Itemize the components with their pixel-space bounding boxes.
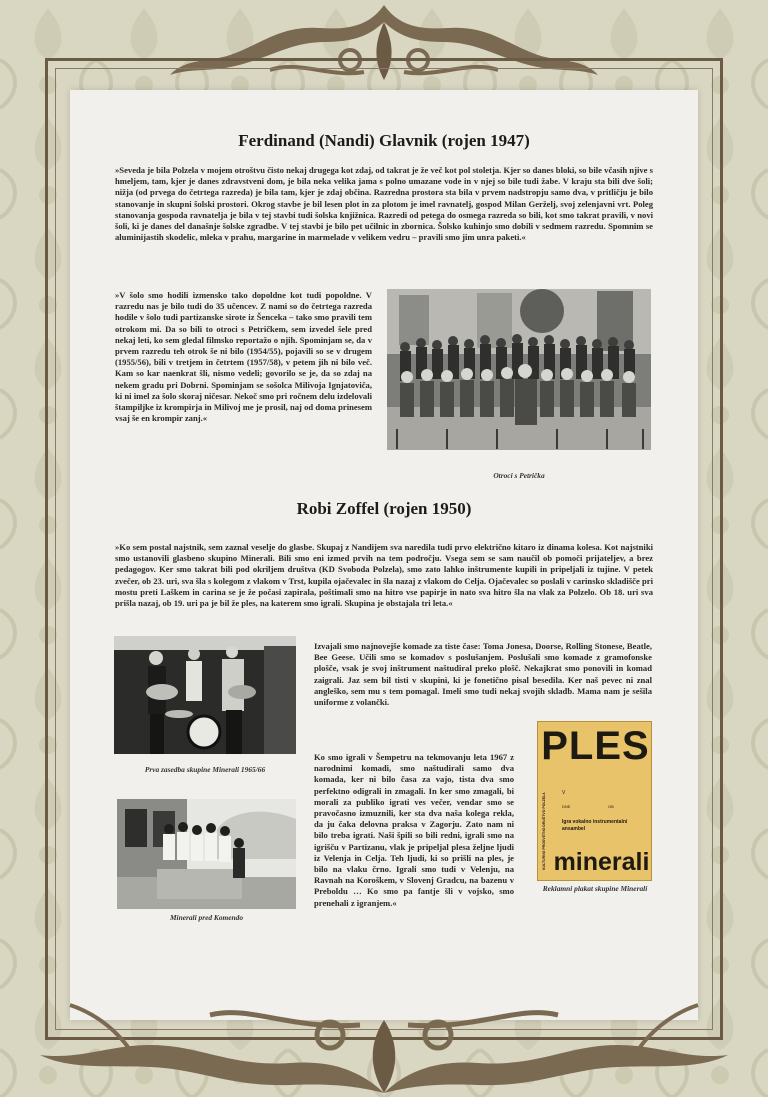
band-at-komenda-photo [117, 799, 296, 909]
poster-line-v: V [562, 790, 566, 796]
poster-headline: PLES [541, 724, 650, 768]
section2-title: Robi Zoffel (rojen 1950) [296, 499, 472, 518]
poster-band-name: minerali [553, 848, 650, 876]
komenda-photo-caption: Minerali pred Komendo [169, 913, 244, 922]
poster-side-text: KULTURNO PROSVETNO DRUŠTVO POLZELA [542, 792, 546, 870]
minerali-poster [537, 721, 652, 881]
children-photo-caption: Otroci s Petrička [493, 471, 545, 480]
band-first-lineup-photo [114, 636, 296, 754]
poster-line-ob: OB [608, 804, 614, 809]
poster-line-dne: DNE [562, 804, 571, 809]
section1-paragraph-1: »Seveda je bila Polzela v mojem otroštvu čisto nekaj drugega kot zdaj, od takrat je že več kot pol stoletja. Kjer so danes bloki, so bile včasih njive s hmeljem, tam, kjer je danes zdravstveni dom, je bila neka velika jama s polno umazane vode in v njej so bile tudi žabe. V kraju sta bili dve šoli; nižja (od prvega do četrtega razreda) je bila tam, kjer je zdaj občina. Razredna prostora sta bila v prvem nadstropju samo dva, v pritličju je bilo stanovanje in skupni šolski prostori. Okrog stavbe je bil lesen plot in za plotom je imel ravnatelj, gospod Milan Gerželj, svoj zelenjavni vrt. Poleg stanovanja gospoda ravnatelja je bila v tej stavbi tudi šolska knjižnica. Razredi od petega do osmega razreda so bili, kot smo takrat pravili, v novi šoli, ki je danes del današnje šolske zgradbe. V tej stavbi je bilo pet učilnic in zbornica. Šolsko kuhinjo smo dobili v sedmem razredu. Spomnim se aluminijastih skodelic, mleka v prahu, margarine in marmelade v velikem vedru – pravili smo jim unra paketi.« [115, 165, 653, 243]
poster-caption: Reklamni plakat skupine Minerali [542, 884, 648, 893]
section1-title: Ferdinand (Nandi) Glavnik (rojen 1947) [238, 131, 530, 150]
section2-paragraph-1: »Ko sem postal najstnik, sem zaznal veselje do glasbe. Skupaj z Nandijem sva naredila tudi prvo električno kitaro iz dinama kolesa. Kot najstniki smo ustanovili glasbeno skupino Minerali. Bili smo eni izmed prvih na tem področju. Vsega sem se sam naučil ob pomoči prijateljev, a brez pedagogov. Ker smo takrat bili pod okriljem društva (KD Svoboda Polzela), smo zato lahko inštrumente kupili in pripeljali iz tujine. V petek zvečer, ob 23. uri, sva šla s kolegom z vlakom v Trst, kupila ojačevalec in šla nazaj z vlakom do Celja. Ojačevalec so poslali v carinsko skladišče pri mostu preti Laškem in carina se je že počasi zapirala, poštimali smo na hitro vse papirje in nato sva hitro šla na vlak za Polzelo. Ob 18. uri sva prišla nazaj, ob 19. uri pa je bil že ples, na katerem smo igrali. Skupina je obstajala tri leta.« [115, 542, 653, 609]
poster-subtitle: Igra vokalno instrumentalni ansambel [562, 819, 628, 832]
band-photo-caption: Prva zasedba skupine Minerali 1965/66 [144, 765, 266, 774]
section2-paragraph-2: Izvajali smo najnovejše komade za tiste čase: Toma Jonesa, Doorse, Rolling Stonese, Beatle, Bee Geese. Učili smo se komadov s poslušanjem. Poslušali smo komade z gramofonske plošče, vsak je svoj inštrument naštudiral preko plošč. Nekajkrat smo ponovili in komad zaigrali. Jaz sem bil tisti v skupini, ki je fonetično pisal besedila. Ker naš pevec ni znal angleško, sem mu s tem pomagal. Imeli smo tudi nekaj svojih skladb. Mama nam je sešila uniforme z volančki. [314, 641, 652, 708]
bottom-scroll-ornament [30, 975, 738, 1097]
section2-paragraph-3: Ko smo igrali v Šempetru na tekmovanju leta 1967 z narodnimi komadi, smo naštudirali samo dva komada, ker ni bilo časa za vajo, tista dva smo perfektno odigrali in zmagali. In ker smo zmagali, bi morali za publiko igrati ves večer, vendar smo se pravočasno izmuznili, ker sta dva naša kolega rekla, da ju čaka delovna praksa v Zagorju. Zato nam ni bilo treba igrati. Naši špili so bili redni, igrali smo na igrišču v Partizanu, vlak je pripeljal plesa željne ljudi iz Velenja in Celja. Teh ljudi, ki so prišli na ples, je bilo na vlaku črno. Igrali smo tudi v Velenju, na Ravnah na Koroškem, v Slovenj Gradcu, na bazenu v Preboldu … Ko smo pa fantje šli v vojsko, smo prenehali z igranjem.« [314, 752, 514, 908]
section1-paragraph-2: »V šolo smo hodili izmensko tako dopoldne kot tudi popoldne. V razredu nas je bilo tudi do 35 učencev. Z nami so do četrtega razreda hodile v šolo tudi partizanske sirote iz Šenceka – tako smo pravili tem otrokom mi. Da so bili to otroci s Petričkem, sem izvedel šele pred nekaj leti, ko sem gledal filmsko reportažo o njih. Spominjam se, da v prvem razredu teh otrok še ni bilo (1954/55), pojavili so se v drugem (1955/56), bili v tretjem in četrtem (1957/58), v petem jih ni bilo več. Kam so kar naenkrat šli, nismo vedeli; govorilo se je, da so zdaj na nekem gradu pri Dobrni. Spominjam se sošolca Milivoja Ignjatoviča, ki ni imel za šolo skoraj ničesar. Nekoč smo pri ročnem delu izdelovali štampiljke iz krompirja in Milivoj me je prosil, naj od doma prinesem vsaj še en krompir zanj.« [115, 290, 372, 424]
children-class-photo [387, 289, 651, 450]
